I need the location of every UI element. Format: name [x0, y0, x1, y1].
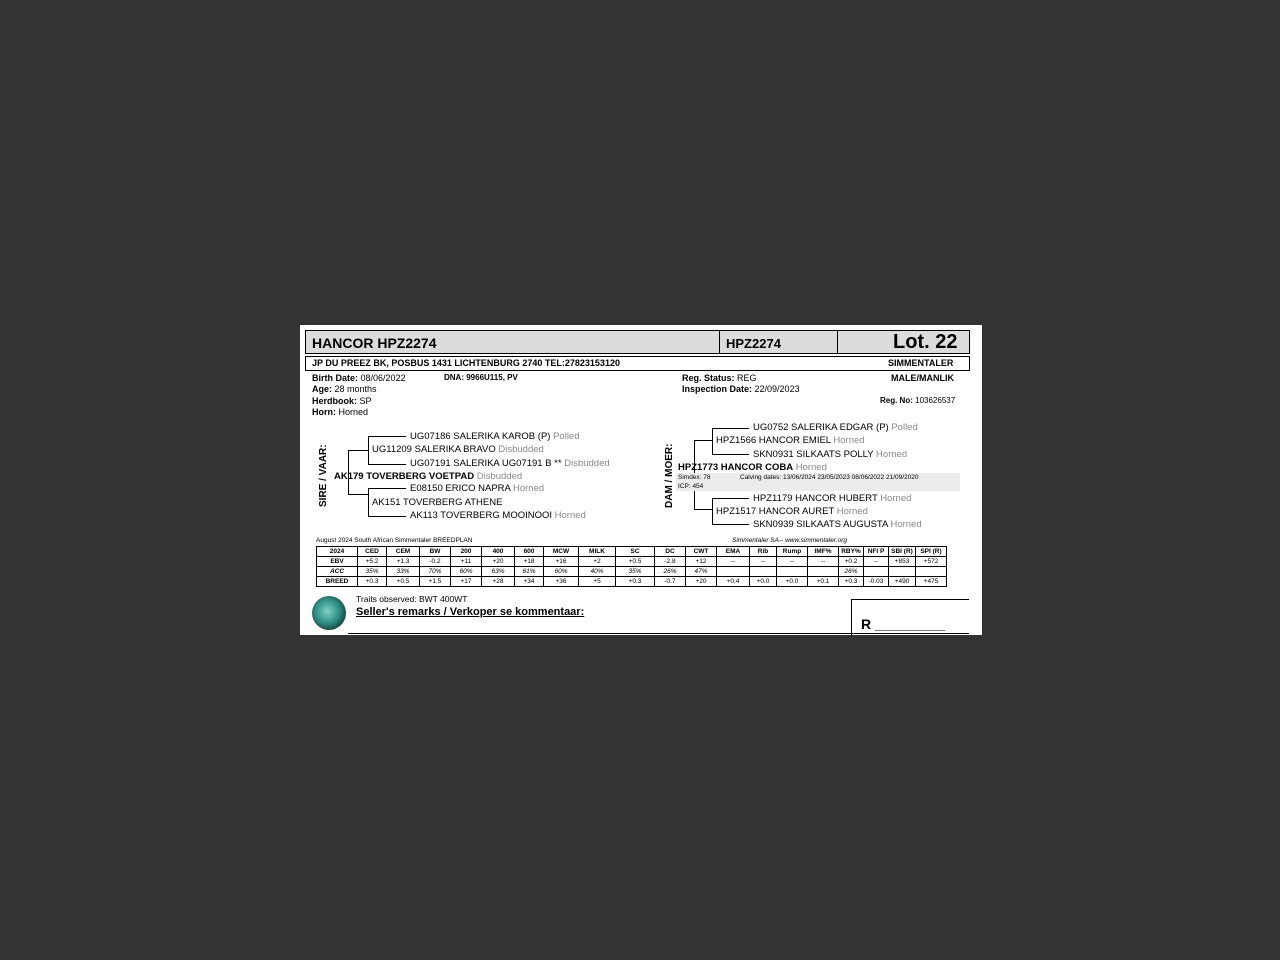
horn-status: Horned	[554, 510, 586, 521]
sire-dam-sire	[410, 483, 544, 494]
acc-cell: 61%	[515, 567, 544, 577]
inspection-date	[682, 384, 800, 394]
sire-side-label: SIRE / VAAR:	[318, 444, 329, 507]
acc-cell: 60%	[451, 567, 482, 577]
breed-cell: +0.0	[777, 577, 808, 587]
dam	[678, 462, 827, 473]
acc-cell: 70%	[420, 567, 451, 577]
dam-dam-dam	[753, 519, 922, 530]
acc-cell: 40%	[579, 567, 616, 577]
breed-cell: -0.03	[864, 577, 889, 587]
age-label: Age:	[312, 384, 332, 394]
horn-status: Horned	[836, 506, 868, 517]
breed-cell: +0.3	[358, 577, 387, 587]
age-value: 28 months	[334, 384, 377, 394]
breed-cell: +28	[482, 577, 515, 587]
dam-sire	[716, 435, 865, 446]
tree-line	[694, 509, 712, 510]
ebv-cell: +11	[451, 557, 482, 567]
reg-number-value: 103626537	[915, 396, 956, 405]
traits-observed: Traits observed: BWT 400WT	[356, 594, 468, 604]
breed-cell: +0.3	[839, 577, 864, 587]
sire-sire-sire	[410, 431, 580, 442]
breed-row	[317, 577, 947, 587]
owner-details: JP DU PREEZ BK, POSBUS 1431 LICHTENBURG 2740 TEL:27823153120	[312, 358, 620, 368]
ebv-header-cell: EMA	[717, 547, 750, 557]
reg-number-label: Reg. No:	[880, 396, 913, 405]
sire-sire-dam	[410, 458, 610, 469]
sellers-remarks: Seller's remarks / Verkoper se kommentaar:	[356, 606, 585, 618]
breed-cell: +0.0	[750, 577, 777, 587]
acc-cell: 63%	[482, 567, 515, 577]
acc-cell: 33%	[387, 567, 420, 577]
ebv-cell: +20	[482, 557, 515, 567]
acc-cell: 26%	[655, 567, 686, 577]
acc-cell	[889, 567, 916, 577]
price-field[interactable]: R _________	[861, 616, 946, 632]
inspection-date-value: 22/09/2023	[754, 384, 800, 394]
acc-row	[317, 567, 947, 577]
header-divider	[837, 330, 838, 354]
ebv-cell: --	[864, 557, 889, 567]
ebv-header-cell: 400	[482, 547, 515, 557]
inspection-date-label: Inspection Date:	[682, 384, 753, 394]
herdbook-label: Herdbook:	[312, 396, 357, 406]
ebv-cell: +2	[579, 557, 616, 567]
breed-cell: +490	[889, 577, 916, 587]
pedigree-name: E08150 ERICO NAPRA	[410, 483, 511, 494]
breed-cell: +475	[916, 577, 947, 587]
reg-status	[682, 373, 757, 383]
horn-status: Horned	[880, 493, 912, 504]
pedigree-name: UG07191 SALERIKA UG07191 B **	[410, 458, 562, 469]
dam-dam	[716, 506, 868, 517]
calving-dates: Calving dates: 13/06/2024 23/05/2023 08/06/2022 21/09/2020	[740, 474, 919, 481]
horn-status: Disbudded	[498, 444, 544, 455]
header-divider	[719, 330, 720, 354]
ebv-header-cell: Rump	[777, 547, 808, 557]
sire-sire	[372, 444, 544, 455]
acc-cell: 60%	[544, 567, 579, 577]
horn-status: Disbudded	[564, 458, 610, 469]
ebv-header-cell: 200	[451, 547, 482, 557]
animal-name: HANCOR HPZ2274	[312, 335, 437, 351]
acc-cell	[808, 567, 839, 577]
tree-line	[712, 428, 713, 454]
tree-line	[368, 488, 369, 516]
breed-cell: +5	[579, 577, 616, 587]
pedigree-name: SKN0939 SILKAATS AUGUSTA	[753, 519, 888, 530]
horn-status: Horned	[512, 483, 545, 494]
animal-id: HPZ2274	[726, 336, 781, 351]
ebv-cell: +572	[916, 557, 947, 567]
acc-cell	[864, 567, 889, 577]
sire	[334, 471, 522, 482]
ebv-header-cell: 600	[515, 547, 544, 557]
dam-dam-sire	[753, 493, 911, 504]
tree-line	[348, 450, 368, 451]
tree-line	[368, 436, 369, 464]
breed-cell: +17	[451, 577, 482, 587]
breed-cell: +20	[686, 577, 717, 587]
tree-line	[348, 494, 368, 495]
ebv-header-cell: CED	[358, 547, 387, 557]
breed-cell: BREED	[317, 577, 358, 587]
acc-cell	[777, 567, 808, 577]
ebv-header-cell: RBY%	[839, 547, 864, 557]
ebv-header-cell: BW	[420, 547, 451, 557]
breed-cell: -0.7	[655, 577, 686, 587]
ebv-cell: +18	[515, 557, 544, 567]
acc-cell	[750, 567, 777, 577]
tree-line	[368, 488, 406, 489]
acc-cell	[717, 567, 750, 577]
ebv-cell: -2.8	[655, 557, 686, 567]
sale-lot-card	[300, 325, 982, 635]
pedigree-name: HPZ1517 HANCOR AURET	[716, 506, 835, 517]
pedigree-name: AK179 TOVERBERG VOETPAD	[334, 471, 475, 482]
tree-line	[694, 440, 712, 441]
tree-line	[712, 524, 749, 525]
sex: MALE/MANLIK	[891, 373, 954, 383]
ebv-cell: +853	[889, 557, 916, 567]
acc-cell: ACC	[317, 567, 358, 577]
lot-number: Lot. 22	[893, 331, 958, 353]
ebv-cell: +12	[686, 557, 717, 567]
pedigree-name: AK113 TOVERBERG MOOINOOI	[410, 510, 553, 521]
acc-cell: 35%	[358, 567, 387, 577]
tree-line	[712, 454, 749, 455]
ebv-cell: -0.2	[420, 557, 451, 567]
horn-status: Horned	[833, 435, 865, 446]
ebv-header-cell: Rib	[750, 547, 777, 557]
ebv-cell: +5.2	[358, 557, 387, 567]
breed-cell: +1.5	[420, 577, 451, 587]
pedigree-name: UG07186 SALERIKA KAROB (P)	[410, 431, 551, 442]
pedigree-name: UG11209 SALERIKA BRAVO	[372, 444, 496, 455]
horn-status: Horned	[795, 462, 827, 473]
ebv-cell: +0.5	[616, 557, 655, 567]
breed-label: SIMMENTALER	[888, 358, 954, 368]
tree-line	[368, 464, 406, 465]
ebv-table	[316, 546, 947, 587]
horn-status: Horned	[876, 449, 908, 460]
ebv-header-cell: CWT	[686, 547, 717, 557]
dam-sire-sire	[753, 422, 918, 433]
tree-line	[368, 516, 406, 517]
ebv-cell: --	[777, 557, 808, 567]
pedigree-name: HPZ1773 HANCOR COBA	[678, 462, 794, 473]
tree-line	[712, 428, 749, 429]
tree-line	[712, 498, 749, 499]
ebv-row	[317, 557, 947, 567]
herdbook-value: SP	[359, 396, 372, 406]
breedplan-caption: August 2024 South African Simmentaler BREEDPLAN	[316, 537, 473, 544]
ebv-header-cell: SC	[616, 547, 655, 557]
acc-cell: 35%	[616, 567, 655, 577]
ebv-cell: --	[717, 557, 750, 567]
ebv-cell: --	[808, 557, 839, 567]
sire-dam	[372, 497, 502, 508]
ebv-header-cell: SPI (R)	[916, 547, 947, 557]
horn-status: Polled	[891, 422, 918, 433]
ebv-header-cell: IMF%	[808, 547, 839, 557]
ebv-cell: --	[750, 557, 777, 567]
sire-dam-dam	[410, 510, 586, 521]
dam-sire-dam	[753, 449, 907, 460]
dna: DNA: 9966U115, PV	[444, 373, 518, 382]
ebv-header-cell: MILK	[579, 547, 616, 557]
ebv-header-cell: NFI P	[864, 547, 889, 557]
breed-cell: +0.5	[387, 577, 420, 587]
ebv-cell: +16	[544, 557, 579, 567]
breed-cell: +0.1	[808, 577, 839, 587]
simmentaler-sa-logo-icon	[312, 596, 346, 630]
horn-status: Disbudded	[476, 471, 523, 482]
dam-side-label: DAM / MOER:	[664, 443, 675, 508]
breedplan-website: Simmentaler SA-- www.simmentaler.org	[732, 537, 847, 544]
acc-cell: 26%	[839, 567, 864, 577]
ebv-cell: +0.2	[839, 557, 864, 567]
age	[312, 384, 377, 394]
ebv-cell: +1.3	[387, 557, 420, 567]
pedigree-name: SKN0931 SILKAATS POLLY	[753, 449, 874, 460]
breed-cell: +0.3	[616, 577, 655, 587]
pedigree-name: AK151 TOVERBERG ATHENE	[372, 497, 503, 508]
ebv-header-row	[317, 547, 947, 557]
icp: ICP: 454	[678, 483, 704, 490]
ebv-header-cell: 2024	[317, 547, 358, 557]
pedigree-name: UG0752 SALERIKA EDGAR (P)	[753, 422, 889, 433]
tree-line	[368, 436, 406, 437]
reg-status-label: Reg. Status:	[682, 373, 735, 383]
reg-status-value: REG	[737, 373, 757, 383]
horn-status: Horned	[890, 519, 922, 530]
ebv-header-cell: SBI (R)	[889, 547, 916, 557]
birth-date-value: 08/06/2022	[360, 373, 406, 383]
breed-cell: +0.4	[717, 577, 750, 587]
birth-date	[312, 373, 406, 383]
birth-date-label: Birth Date:	[312, 373, 359, 383]
acc-cell	[916, 567, 947, 577]
reg-number	[880, 396, 955, 405]
tree-line	[712, 498, 713, 524]
horn-value: Horned	[338, 407, 369, 417]
ebv-cell: EBV	[317, 557, 358, 567]
breed-cell: +36	[544, 577, 579, 587]
simdex: Simdex: 78	[678, 474, 711, 481]
acc-cell: 47%	[686, 567, 717, 577]
horn-label: Horn:	[312, 407, 336, 417]
ebv-header-cell: DC	[655, 547, 686, 557]
horn-status: Polled	[553, 431, 580, 442]
pedigree-name: HPZ1179 HANCOR HUBERT	[753, 493, 878, 504]
breed-cell: +34	[515, 577, 544, 587]
ebv-header-cell: CEM	[387, 547, 420, 557]
horn	[312, 407, 368, 417]
herdbook	[312, 396, 372, 406]
ebv-header-cell: MCW	[544, 547, 579, 557]
pedigree-name: HPZ1566 HANCOR EMIEL	[716, 435, 831, 446]
